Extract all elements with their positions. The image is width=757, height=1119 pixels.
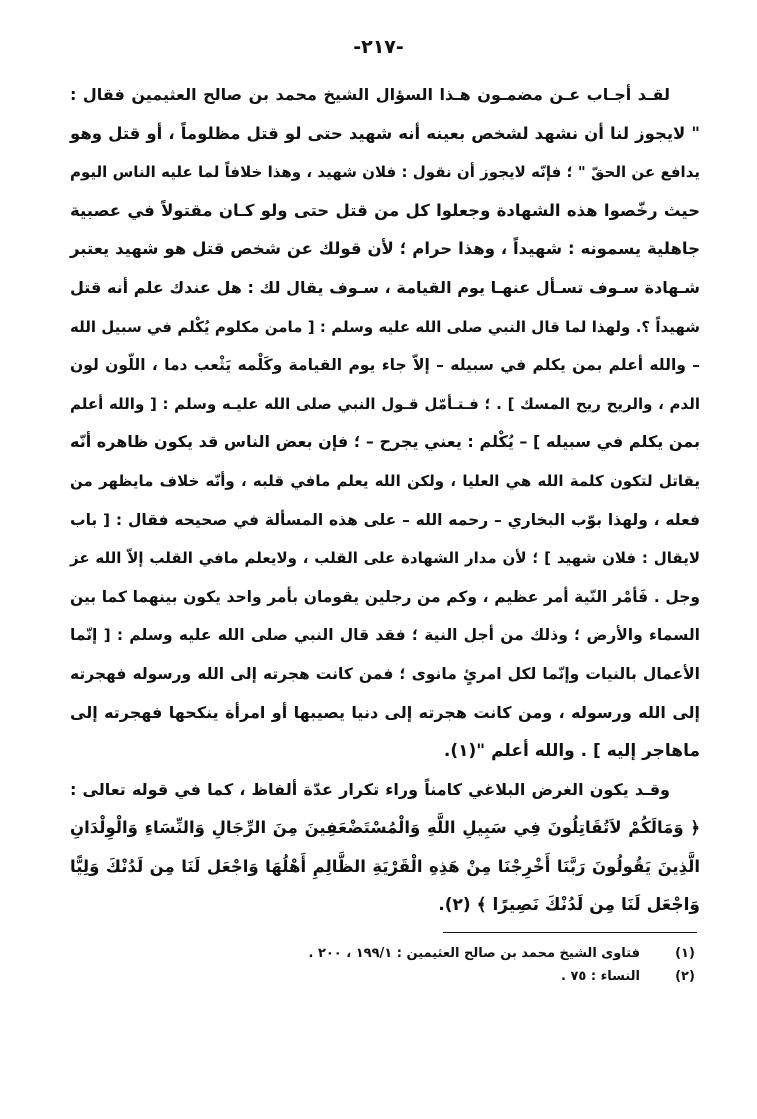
footnote-text: فتاوى الشيخ محمد بن صالح العثيمين : ١٩٩/١ ، ٢٠٠ . <box>308 946 640 961</box>
footnote-divider <box>443 932 697 933</box>
text-line: إلى الله ورسوله ، ومن كانت هجرته إلى دنيا يصيبها أو امرأة ينكحها فهجرته إلى <box>70 702 700 722</box>
text-line: الدم ، والريح ريح المسك ] . ؛ فـتـأمّل قـول النبي صلى الله عليـه وسلم : [ والله أعلم <box>70 394 700 413</box>
text-line: الأعمال بالنيات وإنّما لكل امرئٍ مانوى ؛ فمن كانت هجرته إلى الله ورسوله فهجرته <box>70 664 700 683</box>
text-line: السماء والأرض ؛ وذلك من أجل النية ؛ فقد قال النبي صلى الله عليه وسلم : [ إنّما <box>70 626 700 645</box>
footnote-text: النساء : ٧٥ . <box>561 969 640 984</box>
footnote-number: (٢) <box>675 969 695 984</box>
page-number: -٢١٧- <box>353 36 404 58</box>
text-line: لايقال : فلان شهيد ] ؛ لأن مدار الشهادة على القلب ، ولايعلم مافي القلب إلاّ الله عز <box>70 549 700 568</box>
body-text <box>70 76 700 925</box>
text-line: وقـد يكون الغرض البلاغي كامناً وراء تكرار عدّة ألفاظ ، كما في قوله تعالى : <box>70 779 670 799</box>
quran-verse-line: وَاجْعَل لَنَا مِن لَدُنْكَ نَصِيرًا ﴾ (٢). <box>438 895 700 916</box>
text-line: فعله ، ولهذا بوّب البخاري – رحمه الله – على هذه المسألة في صحيحه فقال : [ باب <box>70 510 700 529</box>
quran-verse-line: ﴿ وَمَالَكُمْ لاَتُقَاتِلُونَ فِي سَبِيلِ اللَّهِ وَالْمُسْتَضْعَفِينَ مِنَ الرِّجَالِ وَالنِّسَاءِ وَالْوِلْدَانِ <box>70 818 700 838</box>
text-line: – والله أعلم بمن يكلم في سبيله – إلاّ جاء يوم القيامة وكَلْمه يَثْعب دما ، اللّون لون <box>70 356 700 375</box>
footnote <box>70 942 700 965</box>
text-line: لقـد أجـاب عـن مضمـون هـذا السؤال الشيخ محمد بن صالح العثيمين فقال : <box>70 85 670 104</box>
text-line: حيث رخّصوا هذه الشهادة وجعلوا كل من قتل حتى ولو كـان مقتولاً في عصبية <box>70 200 700 220</box>
text-line: شـهادة سـوف تسـأل عنهـا يوم القيامة ، سـوف يقال لك : هل عندك علم أنه قتل <box>70 277 700 297</box>
text-line: شهيداً ؟. ولهذا لما قال النبي صلى الله عليه وسلم : [ مامن مكلوم يُكْلم في سبيل الله <box>70 317 700 336</box>
text-line: " لايجوز لنا أن نشهد لشخص بعينه أنه شهيد حتى لو قتل مظلوماً ، أو قتل وهو <box>70 123 700 143</box>
quran-verse-line: الَّذِينَ يَقُولُونَ رَبَّنَا أَخْرِجْنَا مِنْ هَذِهِ الْقَرْيَةِ الظَّالِمِ أَهْلُهَا وَاجْعَل لَنَا مِن لَدُنْكَ وَلِيًّا <box>70 856 700 876</box>
text-line: ماهاجر إليه ] . والله أعلم "(١). <box>443 741 700 762</box>
text-line: وجل . فَأمْر النّية أمر عظيم ، وكم من رجلين يقومان بأمر واحد يكون بينهما كما بين <box>70 587 700 606</box>
text-line: يقاتل لتكون كلمة الله هي العليا ، ولكن الله يعلم مافي قلبه ، وأنّه خلاف مايظهر من <box>70 471 700 490</box>
footnote <box>70 965 700 988</box>
footnote-number: (١) <box>675 946 695 961</box>
footnotes <box>70 942 700 988</box>
text-line: بمن يكلم في سبيله ] – يُكْلم : يعني يجرح – ؛ فإن بعض الناس قد يكون ظاهره أنّه <box>70 432 700 452</box>
text-line: جاهلية يسمونه : شهيداً ، وهذا حرام ؛ لأن قولك عن شخص قتل هو شهيد يعتبر <box>70 239 700 259</box>
text-line: يدافع عن الحقّ " ؛ فإنّه لايجوز أن نقول : فلان شهيد ، وهذا خلافاً لما عليه الناس اليوم <box>70 163 700 182</box>
